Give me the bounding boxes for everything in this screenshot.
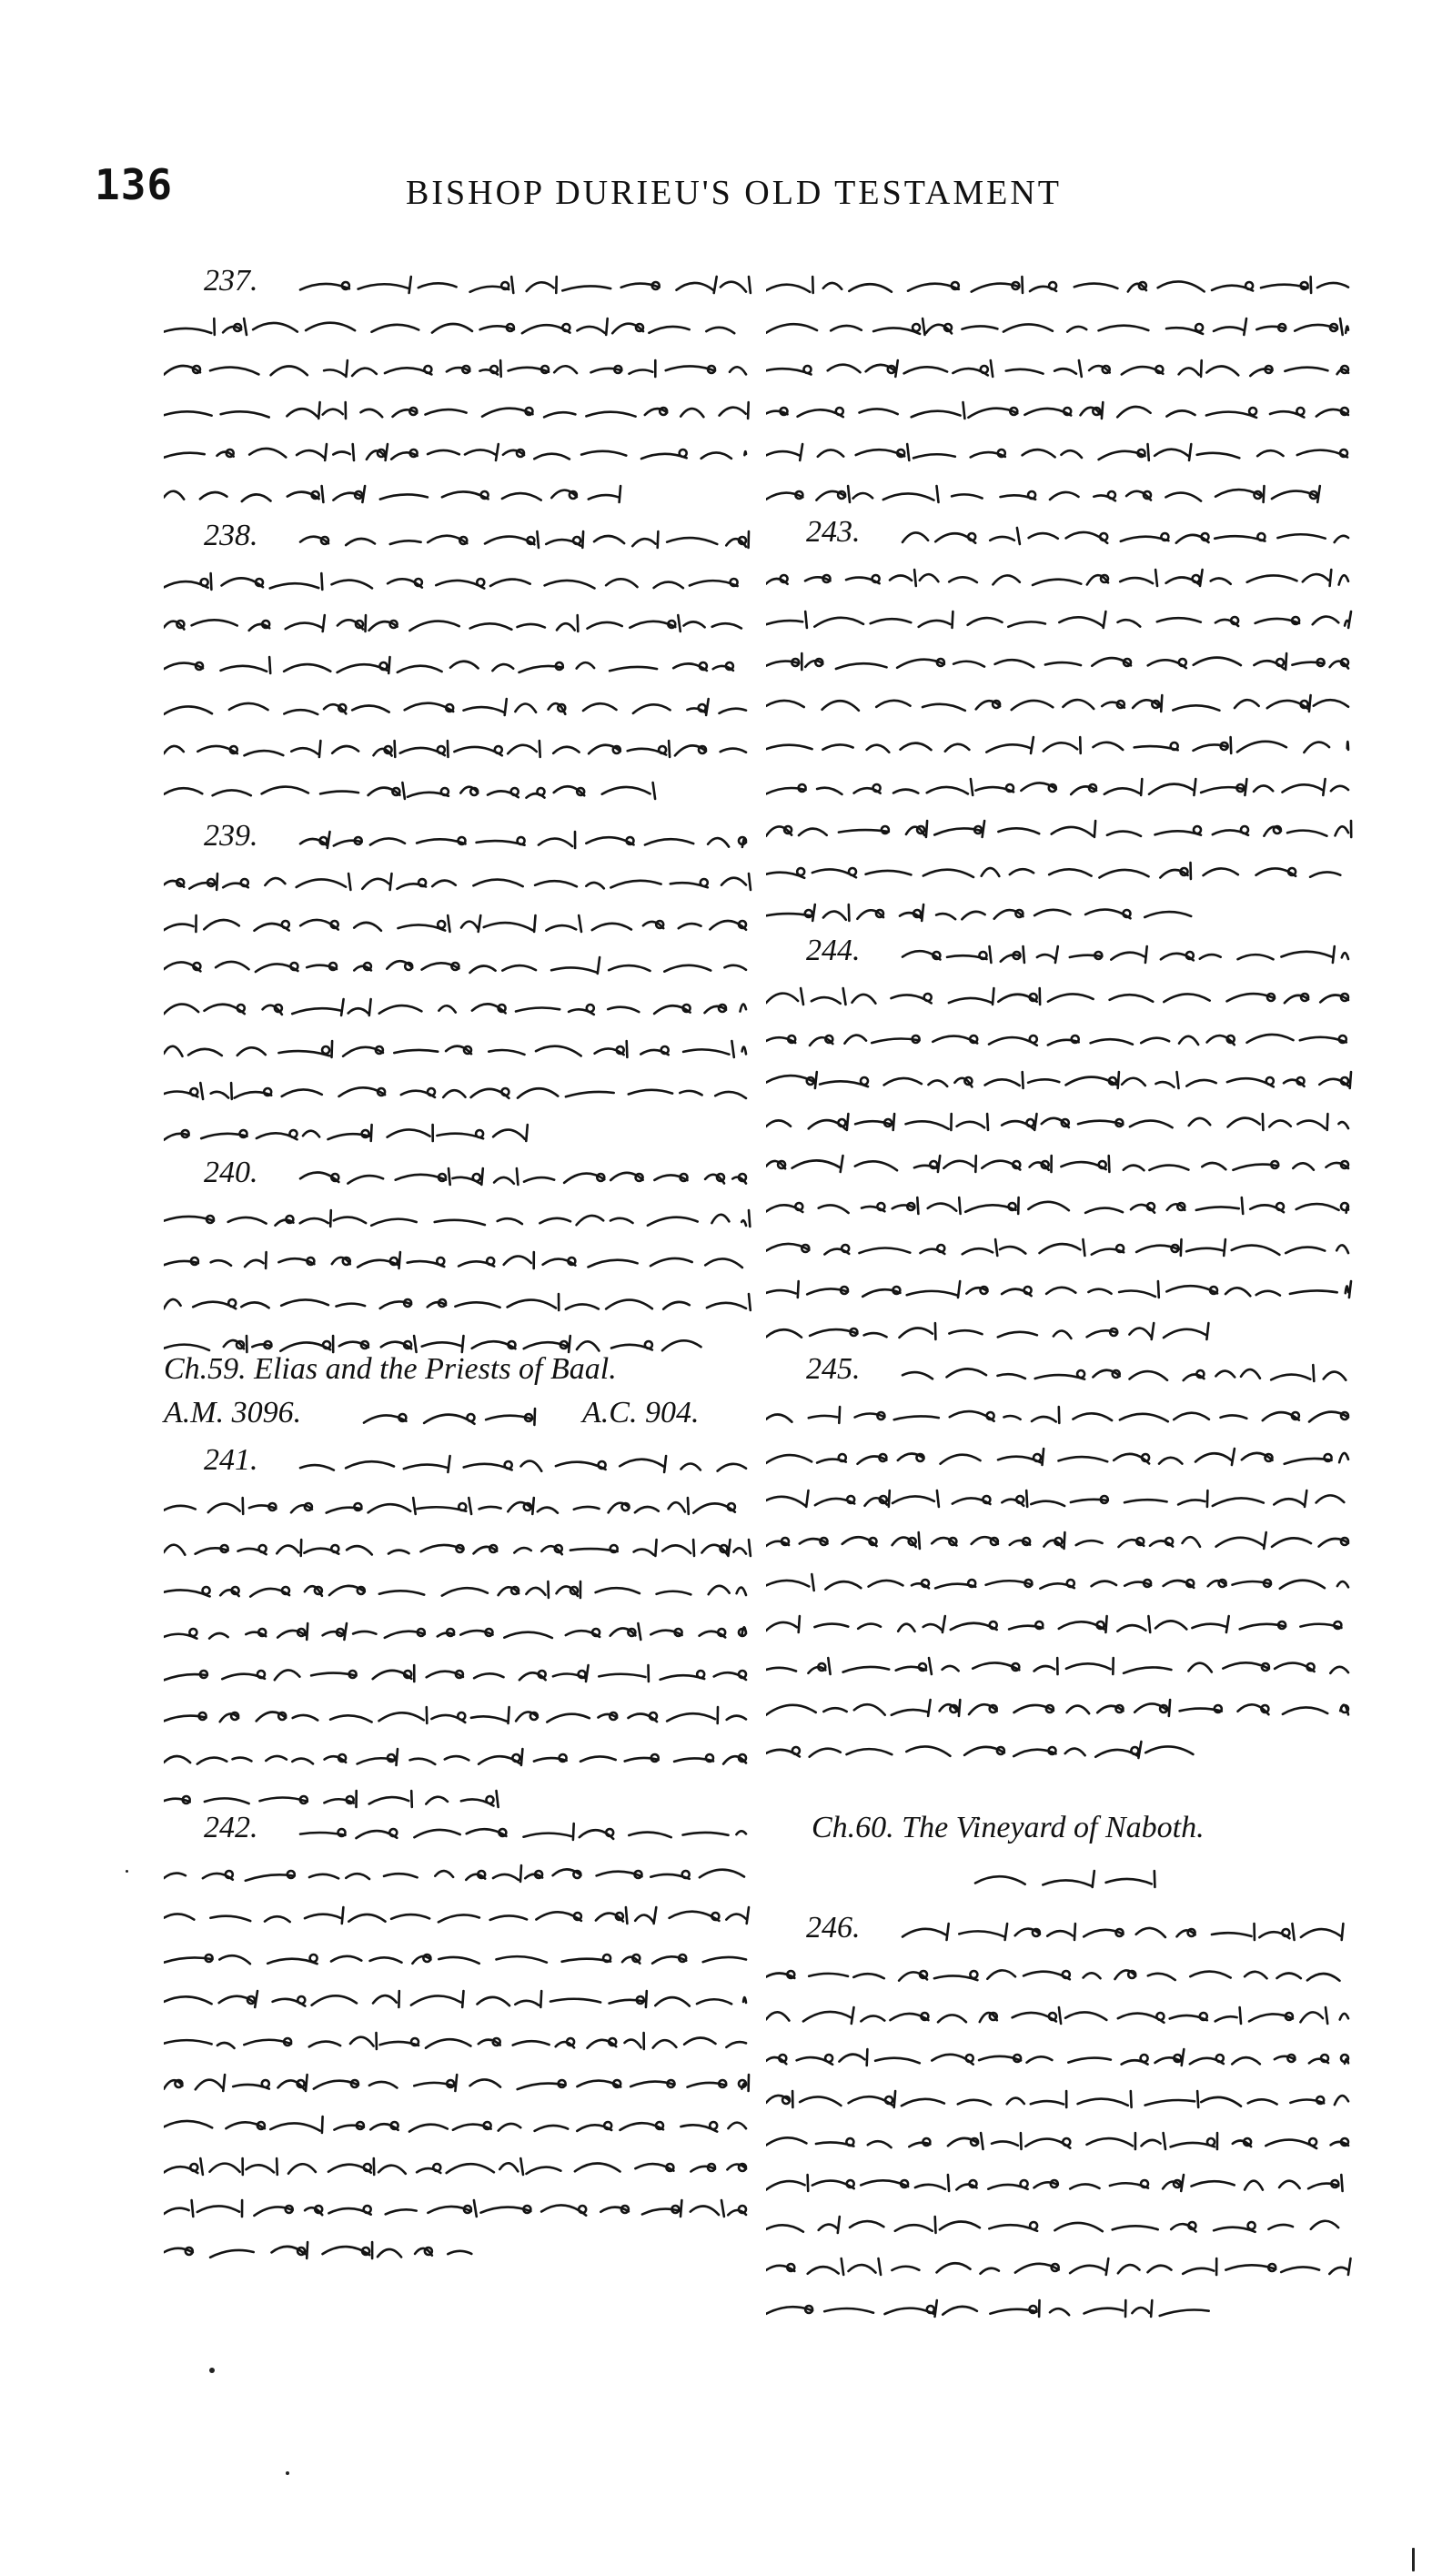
shorthand-line [766, 1449, 1348, 1465]
shorthand-line [164, 1041, 746, 1057]
verse-number-237: 237. [204, 264, 258, 298]
shorthand-line [164, 915, 746, 932]
shorthand-block [766, 1352, 1357, 1771]
shorthand-line [766, 1700, 1348, 1716]
shorthand-line [766, 1114, 1348, 1130]
shorthand-line [300, 531, 749, 548]
shorthand-line [164, 1865, 744, 1882]
shorthand-line [766, 737, 1348, 753]
dating-ac: A.C. 904. [582, 1396, 700, 1429]
shorthand-block [766, 515, 1357, 934]
shorthand-line [164, 2033, 746, 2049]
shorthand-line [975, 1871, 1155, 1887]
shorthand-line [164, 2075, 749, 2091]
shorthand-line [164, 1083, 746, 1099]
shorthand-line [766, 318, 1348, 335]
shorthand-line [164, 1540, 751, 1556]
shorthand-line [766, 1574, 1348, 1591]
shorthand-line [766, 2217, 1338, 2233]
shorthand-line [164, 444, 746, 460]
shorthand-line [766, 653, 1348, 670]
shorthand-line [164, 1791, 499, 1807]
shorthand-line [766, 444, 1347, 460]
shorthand-line [164, 1498, 735, 1514]
shorthand-line [164, 699, 746, 715]
shorthand-line [164, 1749, 746, 1765]
shorthand-line [766, 904, 1191, 921]
shorthand-line [164, 1707, 746, 1723]
shorthand-line [364, 1409, 535, 1425]
verse-number-246: 246. [806, 1911, 861, 1945]
shorthand-line [164, 1623, 746, 1640]
shorthand-line [300, 1823, 746, 1840]
shorthand-line [766, 1490, 1344, 1507]
shorthand-line [766, 2133, 1348, 2149]
shorthand-line [766, 1532, 1348, 1549]
shorthand-line [164, 1955, 746, 1964]
shorthand-line [903, 528, 1348, 544]
shorthand-line [164, 1336, 701, 1352]
ink-speck [1412, 2548, 1415, 2571]
page-number: 136 [95, 160, 174, 209]
shorthand-line [300, 832, 746, 848]
shorthand-line [903, 1924, 1343, 1940]
verse-number-245: 245. [806, 1352, 861, 1386]
shorthand-line [164, 741, 746, 757]
shorthand-line [164, 402, 749, 419]
verse-number-242: 242. [204, 1811, 258, 1844]
shorthand-line [766, 1239, 1348, 1256]
shorthand-line [164, 999, 746, 1015]
ink-speck [126, 1870, 128, 1873]
shorthand-block [164, 1811, 755, 2271]
shorthand-line [766, 1616, 1341, 1632]
shorthand-line [164, 2200, 746, 2217]
shorthand-line [766, 1970, 1340, 1980]
verse-number-240: 240. [204, 1156, 258, 1189]
shorthand-line [164, 573, 738, 590]
shorthand-line [164, 1907, 749, 1924]
chapter-heading: Ch.60. The Vineyard of Naboth. [812, 1811, 1205, 1844]
shorthand-line [766, 863, 1340, 879]
shorthand-line [766, 486, 1320, 502]
shorthand-line [300, 1456, 746, 1472]
verse-number-241: 241. [204, 1443, 258, 1477]
shorthand-line [766, 402, 1348, 419]
dating-am: A.M. 3096. [164, 1396, 302, 1429]
shorthand-line [164, 1991, 746, 2007]
running-head: BISHOP DURIEU'S OLD TESTAMENT [406, 174, 1062, 212]
shorthand-line [903, 1365, 1346, 1381]
shorthand-line [164, 1294, 751, 1310]
shorthand-line [164, 1210, 750, 1227]
shorthand-line [164, 2116, 746, 2133]
shorthand-line [164, 1252, 742, 1268]
shorthand-line [766, 1658, 1348, 1674]
shorthand-line [766, 2300, 1209, 2317]
shorthand-line [766, 1072, 1351, 1088]
shorthand-line [766, 1407, 1348, 1423]
shorthand-line [164, 783, 655, 799]
shorthand-line [766, 1197, 1348, 1214]
shorthand-line [164, 957, 746, 974]
shorthand-line [164, 657, 733, 673]
shorthand-line [766, 988, 1348, 1005]
chapter-heading: Ch.59. Elias and the Priests of Baal. [164, 1352, 617, 1386]
shorthand-block [164, 1443, 755, 1820]
shorthand-line [766, 570, 1348, 586]
ink-speck [209, 2368, 215, 2373]
shorthand-block [164, 519, 755, 812]
shorthand-block [766, 934, 1357, 1352]
shorthand-line [766, 2258, 1351, 2275]
shorthand-line [766, 2007, 1348, 2024]
shorthand-block [766, 264, 1357, 515]
shorthand-line [164, 1665, 746, 1682]
shorthand-block [164, 1156, 755, 1365]
shorthand-line [300, 277, 751, 293]
shorthand-line [164, 1581, 746, 1598]
verse-number-239: 239. [204, 819, 258, 853]
verse-number-238: 238. [204, 519, 258, 552]
shorthand-line [766, 2175, 1343, 2191]
shorthand-line [766, 821, 1351, 837]
shorthand-block [164, 819, 755, 1154]
shorthand-line [766, 360, 1348, 377]
shorthand-line [766, 2091, 1348, 2107]
shorthand-line [164, 874, 751, 890]
shorthand-line [164, 2242, 471, 2258]
verse-number-243: 243. [806, 515, 861, 549]
shorthand-line [164, 615, 741, 631]
shorthand-line [766, 277, 1348, 293]
shorthand-line [766, 2049, 1348, 2066]
ink-speck [286, 2471, 289, 2475]
shorthand-line [766, 1323, 1208, 1339]
shorthand-line [766, 611, 1351, 628]
shorthand-line [164, 486, 620, 502]
shorthand-line [300, 1168, 746, 1185]
shorthand-line [164, 1125, 528, 1141]
shorthand-line [164, 318, 734, 335]
shorthand-block [164, 264, 755, 515]
shorthand-block [766, 1858, 1357, 1900]
shorthand-line [766, 1742, 1193, 1758]
shorthand-line [766, 1281, 1351, 1298]
shorthand-line [766, 1156, 1348, 1172]
shorthand-line [903, 946, 1348, 963]
shorthand-line [766, 1035, 1346, 1046]
shorthand-block [766, 1911, 1357, 2329]
shorthand-line [766, 779, 1348, 795]
shorthand-line [164, 2158, 746, 2175]
verse-number-244: 244. [806, 934, 861, 967]
shorthand-line [164, 360, 746, 377]
shorthand-line [766, 695, 1348, 712]
